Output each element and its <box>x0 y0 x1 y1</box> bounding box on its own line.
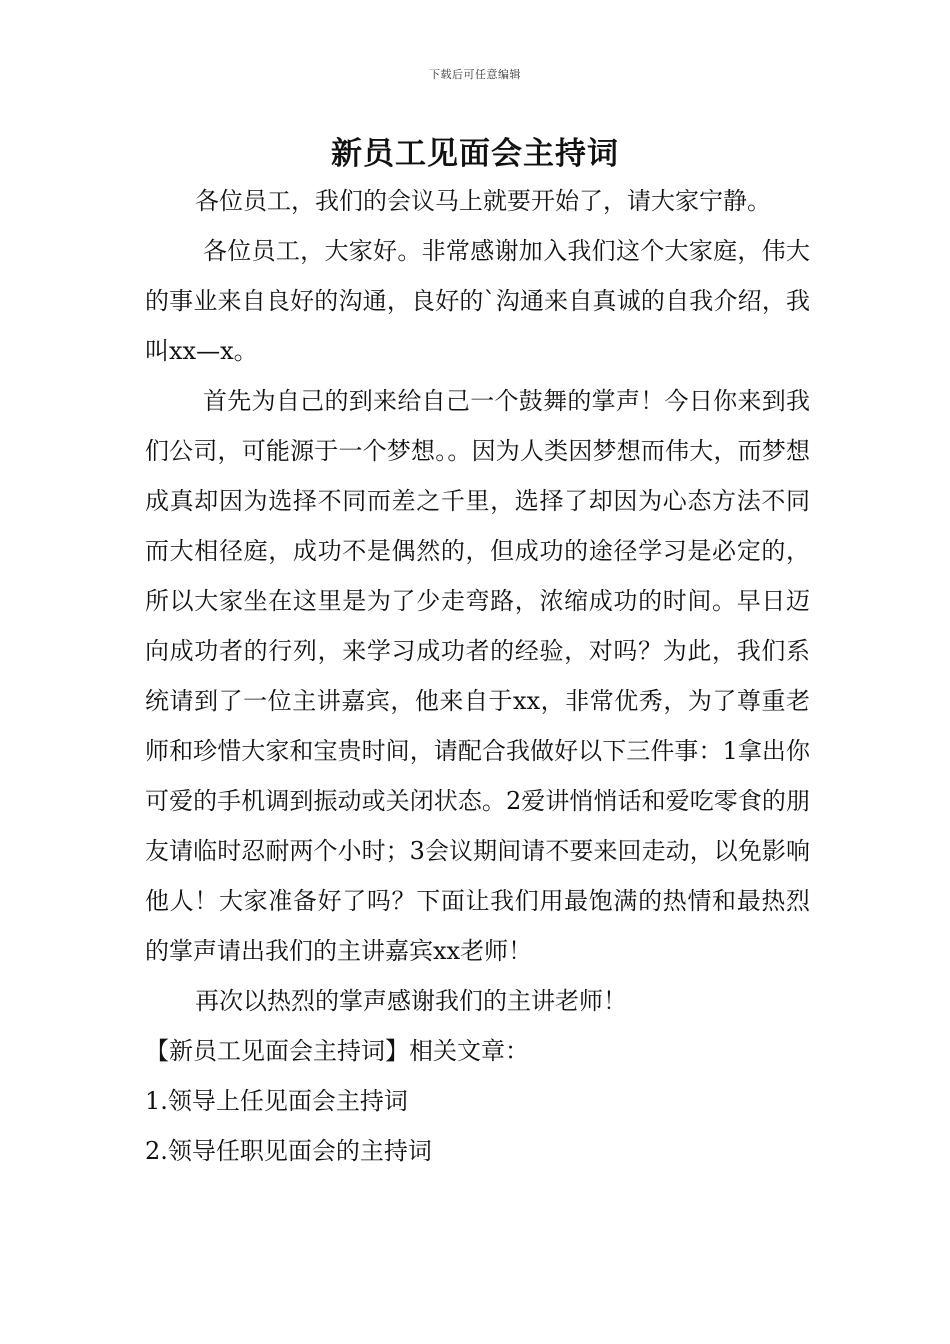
header-note: 下载后可任意编辑 <box>429 68 521 81</box>
paragraph-closing: 再次以热烈的掌声感谢我们的主讲老师！ <box>195 987 627 1015</box>
paragraph-greeting: 各位员工，大家好。非常感谢加入我们这个大家庭，伟大的事业来自良好的沟通，良好的`沟通来自真诚的自我介绍，我叫xx—x。 <box>145 237 810 365</box>
document-title: 新员工见面会主持词 <box>331 136 619 172</box>
document-body <box>145 176 810 1176</box>
paragraph-opening: 各位员工，我们的会议马上就要开始了，请大家宁静。 <box>195 187 771 215</box>
related-article-link[interactable]: 1.领导上任见面会主持词 <box>145 1087 408 1115</box>
paragraph-main: 首先为自己的到来给自己一个鼓舞的掌声！今日你来到我们公司，可能源于一个梦想。。因为人类因梦想而伟大，而梦想成真却因为选择不同而差之千里，选择了却因为心态方法不同而大相径庭，成功不是偶然的，但成功的途径学习是必定的，所以大家坐在这里是为了少走弯路，浓缩成功的时间。早日迈向成功者的行列，来学习成功者的经验，对吗？为此，我们系统请到了一位主讲嘉宾，他来自于xx，非常优秀，为了尊重老师和珍惜大家和宝贵时间，请配合我做好以下三件事：1拿出你可爱的手机调到振动或关闭状态。2爱讲悄悄话和爱吃零食的朋友请临时忍耐两个小时；3会议期间请不要来回走动，以免影响他人！大家准备好了吗？下面让我们用最饱满的热情和最热烈的掌声请出我们的主讲嘉宾xx老师！ <box>145 387 810 965</box>
related-articles-heading: 【新员工见面会主持词】相关文章： <box>145 1037 529 1065</box>
related-article-link[interactable]: 2.领导任职见面会的主持词 <box>145 1137 432 1165</box>
